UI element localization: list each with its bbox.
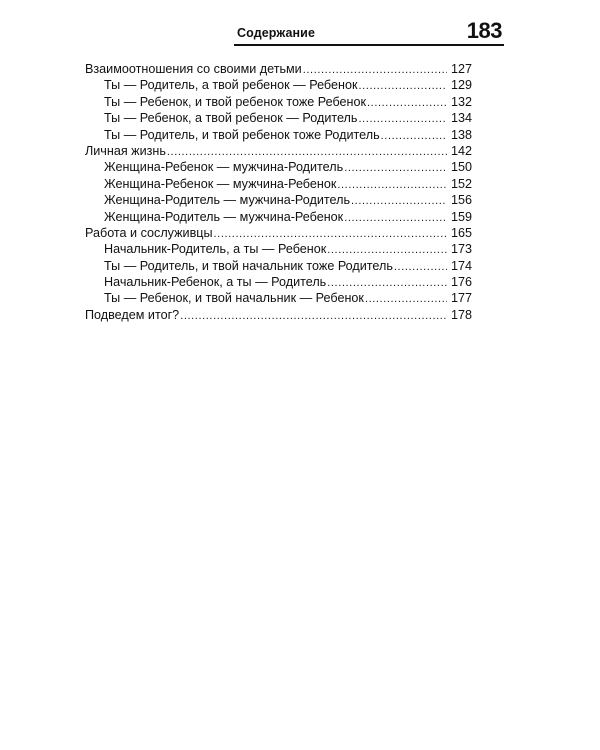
toc-entry-page: 177 (450, 291, 472, 306)
page-number: 183 (466, 18, 502, 43)
dot-leader (303, 62, 447, 78)
toc-entry-title: Ты — Родитель, а твой ребенок — Ребенок (104, 78, 358, 93)
toc-entry-page: 142 (450, 143, 472, 158)
dot-leader (358, 111, 447, 127)
toc-entry-title: Женщина-Родитель — мужчина-Родитель (104, 193, 351, 208)
toc-entry-title: Ты — Ребенок, а твой ребенок — Родитель (104, 111, 358, 126)
toc-entry (85, 77, 472, 93)
dot-leader (180, 308, 447, 324)
dot-leader (214, 226, 447, 242)
toc-entry-title: Работа и сослуживцы (85, 225, 213, 240)
toc-entry-page: 129 (450, 78, 472, 93)
table-of-contents (85, 61, 472, 323)
toc-entry-page: 174 (450, 258, 472, 273)
toc-entry-page: 138 (450, 127, 472, 142)
toc-entry (85, 110, 472, 126)
toc-entry (85, 258, 472, 274)
toc-entry (85, 176, 472, 192)
toc-entry-page: 150 (450, 160, 472, 175)
dot-leader (367, 95, 447, 111)
dot-leader (327, 242, 447, 258)
dot-leader (337, 177, 447, 193)
running-header (234, 20, 504, 46)
toc-entry (85, 127, 472, 143)
dot-leader (358, 78, 447, 94)
toc-entry-page: 152 (450, 176, 472, 191)
toc-entry-page: 159 (450, 209, 472, 224)
dot-leader (327, 275, 447, 291)
toc-entry-title: Подведем итог? (85, 307, 180, 322)
toc-entry (85, 225, 472, 241)
toc-entry (85, 61, 472, 77)
toc-entry-title: Ты — Родитель, и твой начальник тоже Родитель (104, 258, 393, 273)
running-title: Содержание (237, 26, 316, 40)
toc-entry (85, 290, 472, 306)
toc-entry-page: 156 (450, 193, 472, 208)
toc-entry (85, 307, 472, 323)
toc-entry-page: 176 (450, 275, 472, 290)
toc-entry-title: Женщина-Ребенок — мужчина-Родитель (104, 160, 344, 175)
toc-entry-page: 165 (450, 225, 472, 240)
toc-entry (85, 241, 472, 257)
toc-entry-page: 173 (450, 242, 472, 257)
toc-entry-title: Начальник-Родитель, а ты — Ребенок (104, 242, 327, 257)
toc-entry-page: 127 (450, 62, 472, 76)
toc-entry-page: 132 (450, 94, 472, 109)
dot-leader (394, 259, 447, 275)
toc-entry-page: 134 (450, 111, 472, 126)
toc-entry (85, 274, 472, 290)
toc-entry-title: Женщина-Родитель — мужчина-Ребенок (104, 209, 344, 224)
toc-entry-page: 178 (450, 307, 472, 322)
dot-leader (365, 291, 447, 307)
dot-leader (167, 144, 447, 160)
dot-leader (381, 128, 447, 144)
toc-entry-title: Женщина-Ребенок — мужчина-Ребенок (104, 176, 337, 191)
toc-entry (85, 209, 472, 225)
dot-leader (344, 210, 447, 226)
toc-entry-title: Ты — Родитель, и твой ребенок тоже Родитель (104, 127, 380, 142)
toc-entry-title: Взаимоотношения со своими детьми (85, 62, 302, 76)
toc-entry-title: Личная жизнь (85, 143, 166, 158)
toc-entry (85, 192, 472, 208)
toc-entry-title: Начальник-Ребенок, а ты — Родитель (104, 275, 327, 290)
toc-entry (85, 94, 472, 110)
dot-leader (344, 160, 447, 176)
toc-entry-title: Ты — Ребенок, и твой начальник — Ребенок (104, 291, 364, 306)
toc-entry (85, 159, 472, 175)
dot-leader (351, 193, 447, 209)
toc-entry (85, 143, 472, 159)
toc-entry-title: Ты — Ребенок, и твой ребенок тоже Ребенок (104, 94, 367, 109)
